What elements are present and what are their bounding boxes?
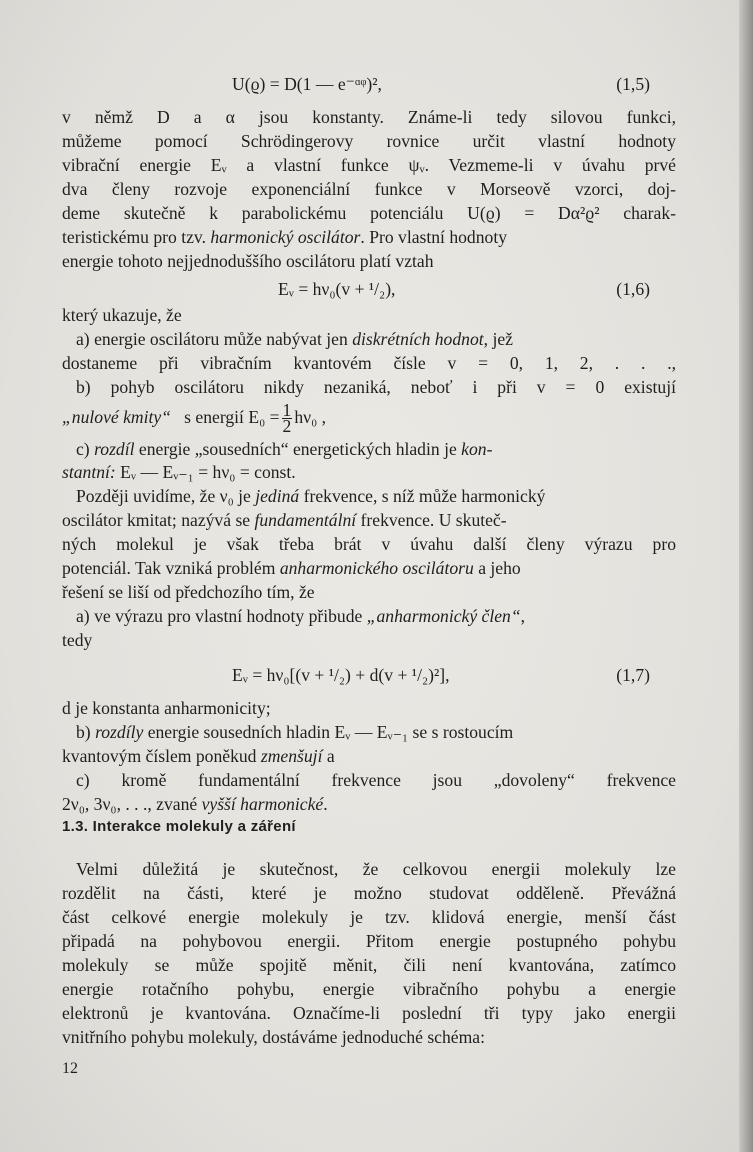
list-item-a: a) ve výrazu pro vlastní hodnoty přibude „anharmonický člen“,	[76, 606, 526, 626]
text-line: vibrační energie Eᵥ a vlastní funkce ψᵥ. Vezmeme-li v úvahu prvé	[62, 155, 676, 175]
text-line: deme skutečně k parabolickému potenciálu U(ϱ) = Dα²ϱ² charak-	[62, 203, 676, 223]
text-line: tedy	[62, 630, 93, 650]
equation-1-6: Eᵥ = hν₀(v + ¹/₂),	[278, 279, 396, 299]
text-line: teristickému pro tzv. harmonický oscilátor. Pro vlastní hodnoty	[62, 227, 508, 247]
equation-number-1-6: (1,6)	[616, 279, 650, 299]
text-line: „nulové kmity“ s energií E₀ = $\frac{1}{2}$ hν₀ ,	[62, 400, 327, 437]
page-number: 12	[62, 1060, 78, 1077]
text-line: Velmi důležitá je skutečnost, že celkovou energii molekuly lze	[76, 859, 676, 879]
section-heading: 1.3. Interakce molekuly a záření	[62, 818, 296, 835]
text-line: energie tohoto nejjednoduššího oscilátoru platí vztah	[62, 251, 434, 271]
fraction-one-half: $\frac{1}{2}$	[282, 400, 292, 437]
text-line: oscilátor kmitat; nazývá se fundamentální frekvence. U skuteč-	[62, 510, 507, 530]
text-line: dostaneme při vibračním kvantovém čísle v = 0, 1, 2, . . .,	[62, 353, 676, 373]
equation-number-1-5: (1,5)	[616, 74, 650, 94]
text-line: řešení se liší od předchozího tím, že	[62, 582, 315, 602]
list-item-b: b) rozdíly energie sousedních hladin Eᵥ — Eᵥ₋₁ se s rostoucím	[76, 722, 514, 742]
text-line: vnitřního pohybu molekuly, dostáváme jednoduché schéma:	[62, 1027, 485, 1047]
list-item-a: a) energie oscilátoru může nabývat jen diskrétních hodnot, jež	[76, 329, 513, 349]
equation-1-5: U(ϱ) = D(1 — e⁻ᵅᵠ)²,	[232, 74, 382, 94]
text-line: energie rotačního pohybu, energie vibračního pohybu a energie	[62, 979, 676, 999]
text-line: v němž D a α jsou konstanty. Známe-li tedy silovou funkci,	[62, 107, 676, 127]
text-line: potenciál. Tak vzniká problém anharmonického oscilátoru a jeho	[62, 558, 521, 578]
text-line: rozdělit na části, které je možno studovat odděleně. Převážná	[62, 883, 676, 903]
list-item-b: b) pohyb oscilátoru nikdy nezaniká, neboť i při v = 0 existují	[76, 377, 676, 397]
text-line: část celkové energie molekuly je tzv. klidová energie, menší část	[62, 907, 676, 927]
text-line: kvantovým číslem poněkud zmenšují a	[62, 746, 335, 766]
text-line: Později uvidíme, že ν₀ je jediná frekvence, s níž může harmonický	[76, 486, 546, 506]
equation-number-1-7: (1,7)	[616, 665, 650, 685]
text-line: ných molekul je však třeba brát v úvahu další členy výrazu pro	[62, 534, 676, 554]
text-line: který ukazuje, že	[62, 305, 182, 325]
text-line: 2ν₀, 3ν₀, . . ., zvané vyšší harmonické.	[62, 794, 328, 814]
text-line: dva členy rozvoje exponenciální funkce v Morseově vzorci, doj-	[62, 179, 676, 199]
text-line: stantní: Eᵥ — Eᵥ₋₁ = hν₀ = const.	[62, 462, 296, 482]
text-line: molekuly se může spojitě měnit, čili není kvantována, zatímco	[62, 955, 676, 975]
page-edge	[739, 0, 753, 1152]
text-line: připadá na pohybovou energii. Přitom energie postupného pohybu	[62, 931, 676, 951]
text-line: můžeme pomocí Schrödingerovy rovnice určit vlastní hodnoty	[62, 131, 676, 151]
list-item-c: c) kromě fundamentální frekvence jsou „dovoleny“ frekvence	[76, 770, 676, 790]
equation-1-7: Eᵥ = hν₀[(v + ¹/₂) + d(v + ¹/₂)²],	[232, 665, 450, 685]
text-line: elektronů je kvantována. Označíme-li poslední tři typy jako energii	[62, 1003, 676, 1023]
list-item-c: c) rozdíl energie „sousedních“ energetických hladin je kon-	[76, 439, 493, 459]
text-line: d je konstanta anharmonicity;	[62, 698, 271, 718]
